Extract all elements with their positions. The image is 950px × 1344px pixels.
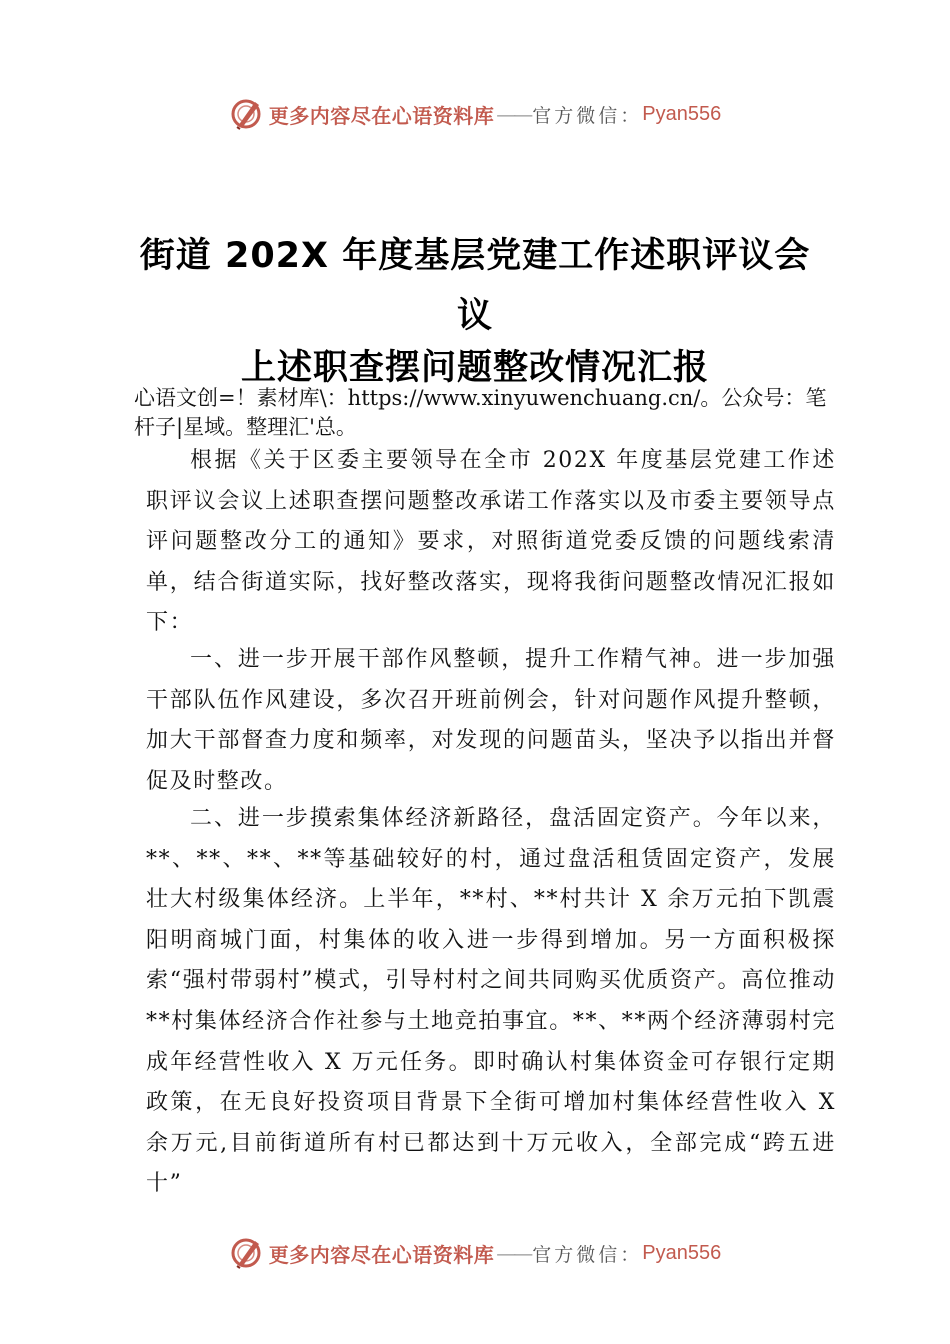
header-banner	[0, 94, 950, 134]
wechat-id: Pyan556	[642, 1241, 722, 1264]
brush-logo-icon	[229, 1235, 265, 1271]
wechat-label: 官方微信：	[532, 1243, 643, 1266]
banner-separator: ——	[496, 102, 531, 126]
banner-separator: ——	[496, 1241, 531, 1265]
doc-title-line-1: 街道 202X 年度基层党建工作述职评议会	[139, 236, 811, 276]
footer-banner	[0, 1233, 950, 1273]
wechat-label: 官方微信：	[532, 104, 643, 127]
paragraph-section-1: 一、进一步开展干部作风整顿，提升工作精气神。进一步加强干部队伍作风建设，多次召开班前例会，针对问题作风提升整顿，加大干部督查力度和频率，对发现的问题苗头，坚决予以指出并督促及时整改。	[146, 647, 836, 794]
source-note: 心语文创=！素材库\：https://www.xinyuwenchuang.cn/。公众号：笔杆子|星域。整理汇'总。	[134, 386, 827, 439]
banner-text: 更多内容尽在心语资料库	[268, 1242, 495, 1267]
wechat-id: Pyan556	[642, 102, 722, 125]
paragraph-section-2: 二、进一步摸索集体经济新路径，盘活固定资产。今年以来，**、**、**、**等基础较好的村，通过盘活租赁固定资产，发展壮大村级集体经济。上半年，**村、**村共计 X 余万元拍下凯震阳明商城门面，村集体的收入进一步得到增加。另一方面积极探索“强村带弱村”模式，引导村村之间共同购买优质资产。高位推动**村集体经济合作社参与土地竞拍事宜。**、**两个经济薄弱村完成年经营性收入 X 万元任务。即时确认村集体资金可存银行定期政策，在无良好投资项目背景下全街可增加村集体经营性收入 X 余万元,目前街道所有村已都达到十万元收入，全部完成“跨五进十”	[146, 806, 836, 1197]
banner-text: 更多内容尽在心语资料库	[268, 103, 495, 128]
doc-title-line-2: 议	[456, 296, 493, 336]
doc-title-line-3: 上述职查摆问题整改情况汇报	[240, 348, 709, 388]
paragraph-intro: 根据《关于区委主要领导在全市 202X 年度基层党建工作述职评议会议上述职查摆问题整改承诺工作落实以及市委主要领导点评问题整改分工的通知》要求，对照街道党委反馈的问题线索清单，结合街道实际，找好整改落实，现将我街问题整改情况汇报如下：	[146, 448, 836, 635]
brush-logo-icon	[229, 96, 265, 132]
